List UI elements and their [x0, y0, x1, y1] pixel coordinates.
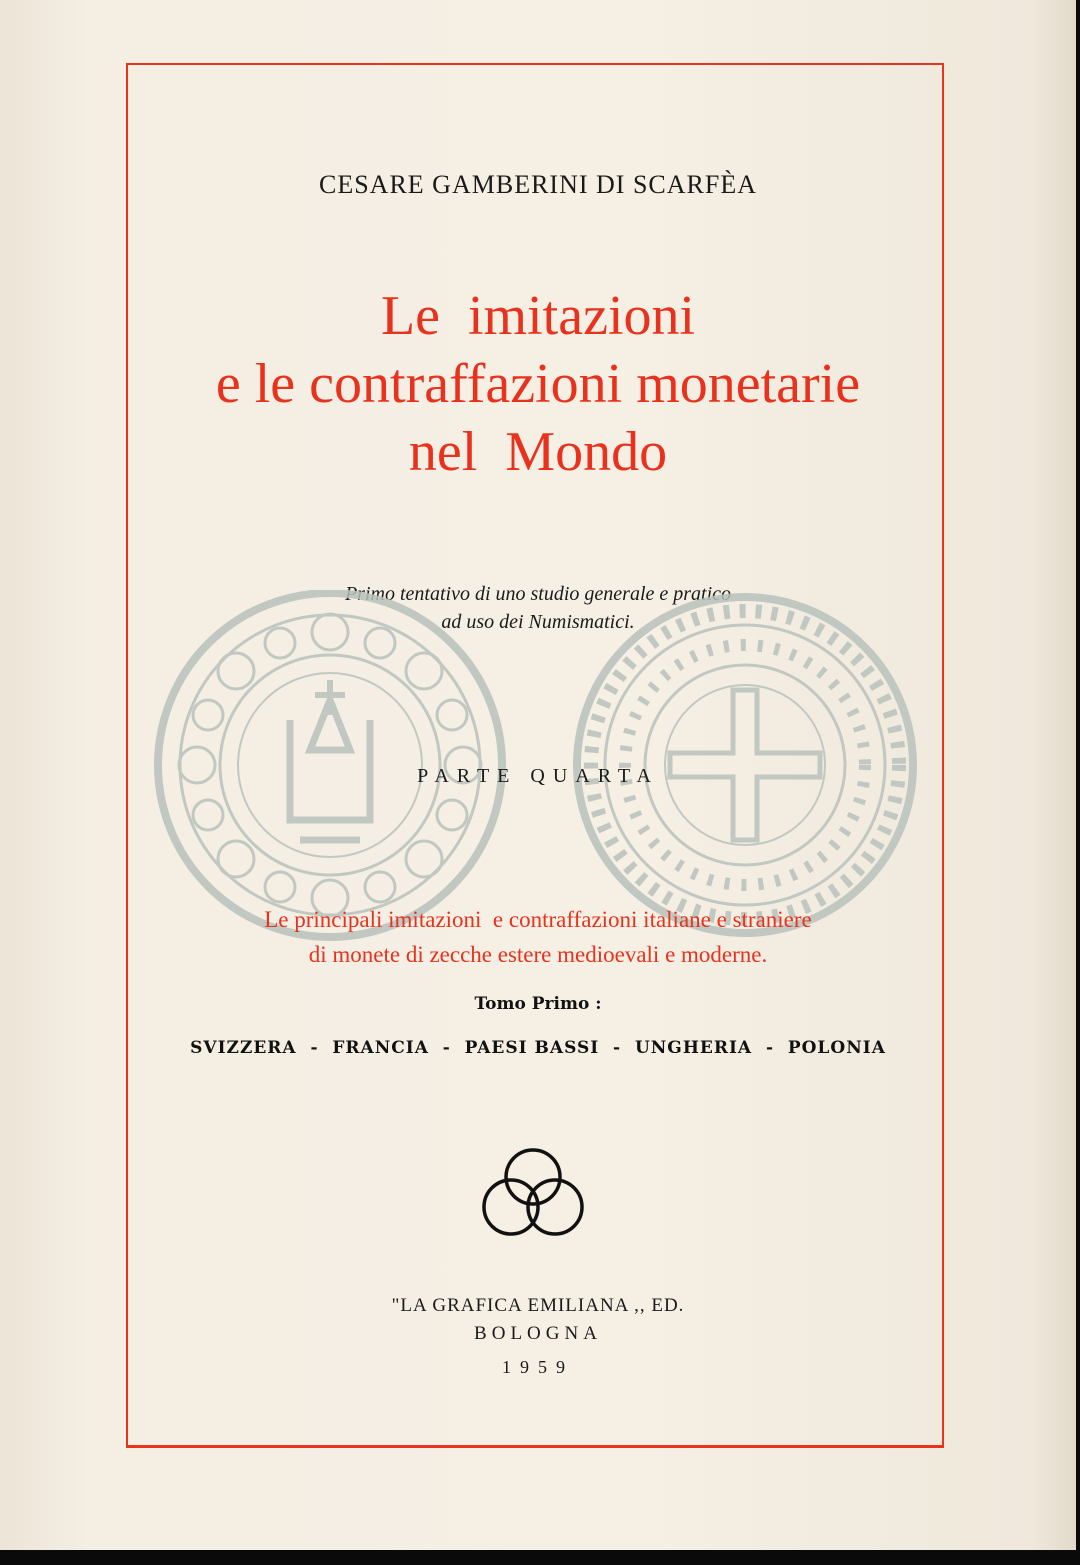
part-label: PARTE QUARTA [417, 765, 659, 787]
publication-year: 1959 [502, 1357, 574, 1377]
three-rings-logo-icon [478, 1145, 588, 1240]
countries-list: SVIZZERA - FRANCIA - PAESI BASSI - UNGHERIA - POLONIA [190, 1038, 886, 1058]
subtitle-line: ad uso dei Numismatici. [441, 611, 635, 633]
author-name: CESARE GAMBERINI DI SCARFÈA [319, 170, 757, 199]
title-line: e le contraffazioni monetarie [215, 353, 861, 415]
volume-label: Tomo Primo : [474, 994, 602, 1014]
description-line: Le principali imitazioni e contraffazioni italiane e straniere [264, 907, 812, 932]
description [0, 902, 1076, 972]
publisher-block [0, 1292, 1076, 1348]
publisher-city: BOLOGNA [474, 1323, 602, 1344]
publisher-name: "LA GRAFICA EMILIANA ,, ED. [391, 1295, 685, 1316]
subtitle-line: Primo tentativo di uno studio generale e pratico [344, 583, 732, 605]
title-line: nel Mondo [408, 421, 668, 483]
book-title [0, 282, 1076, 486]
title-line: Le imitazioni [380, 285, 696, 347]
description-line: di monete di zecche estere medioevali e moderne. [308, 942, 768, 967]
